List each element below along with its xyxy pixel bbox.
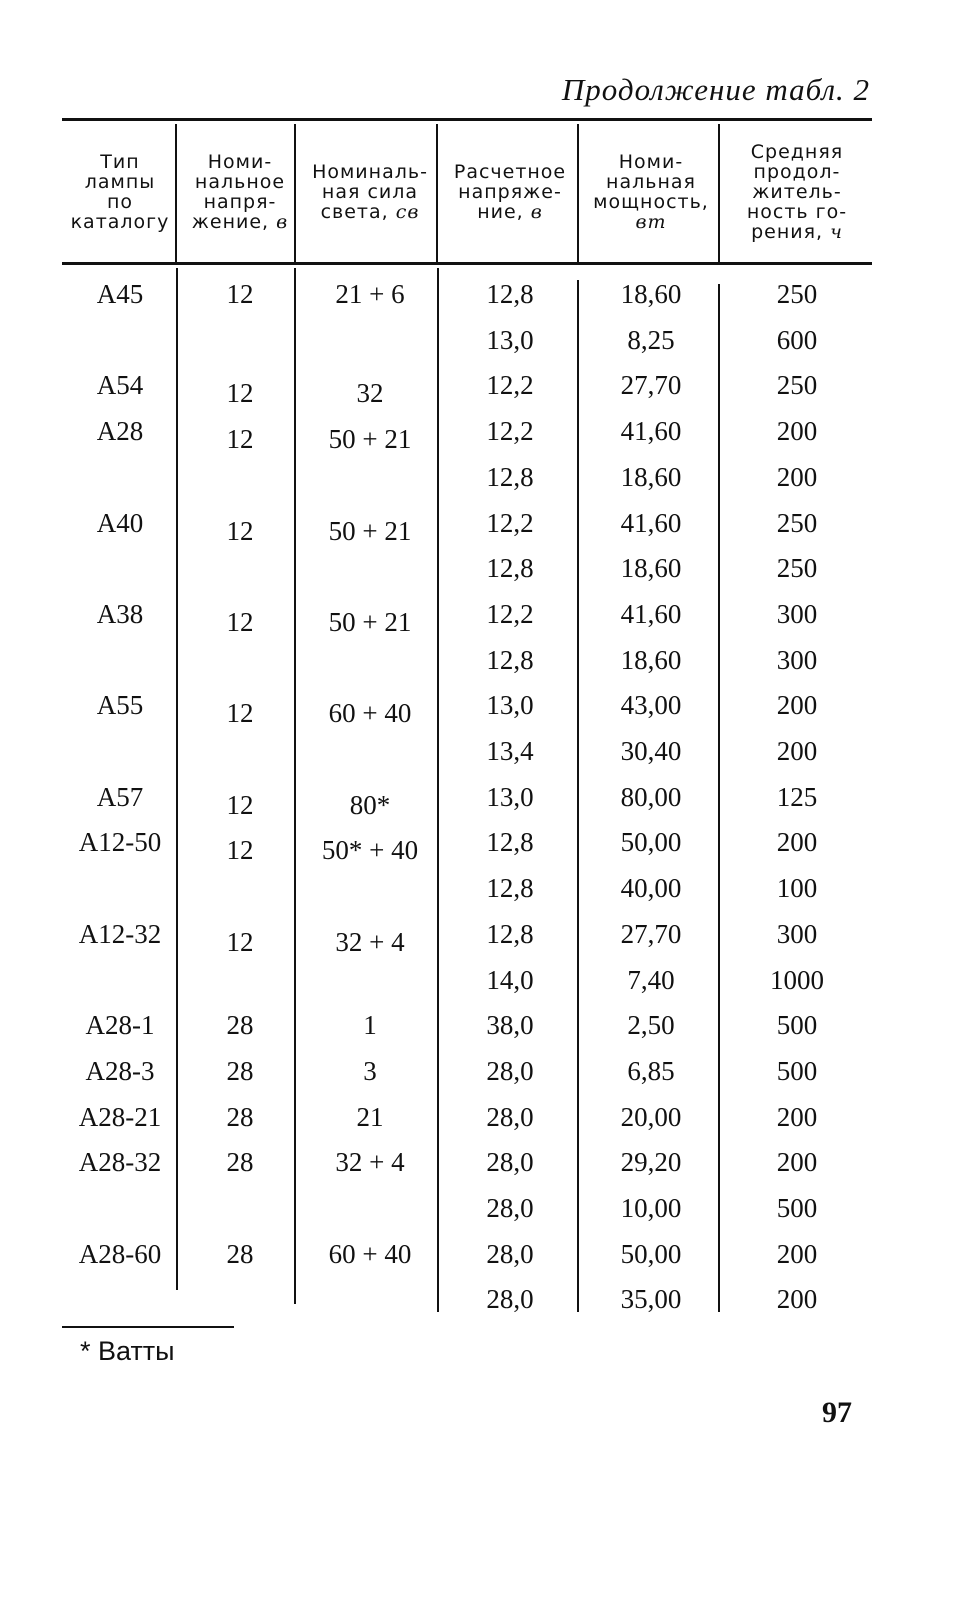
cell-rated-power: 30,40 — [620, 736, 682, 766]
cell-lamp-type: A28 — [96, 416, 144, 447]
cell-luminous-intensity: 60 + 40 — [328, 698, 412, 729]
cell-avg-lifetime: 250 — [776, 507, 818, 538]
cell-rated-voltage: 12 — [226, 515, 254, 546]
cell-avg-lifetime: 300 — [776, 918, 818, 949]
column-divider — [175, 124, 177, 262]
header-line: каталогу — [70, 211, 170, 233]
cell-lamp-type: A28-32 — [78, 1147, 162, 1178]
cell-rated-power: 6,85 — [627, 1055, 675, 1086]
cell-luminous-intensity: 32 + 4 — [335, 1147, 405, 1178]
cell-lamp-type: A55 — [96, 690, 144, 721]
cell-avg-lifetime: 1000 — [770, 964, 824, 995]
header-line: жение, — [191, 211, 270, 233]
header-line: рения, — [751, 221, 824, 243]
cell-avg-lifetime: 200 — [776, 1238, 818, 1269]
header-unit: в — [269, 211, 289, 233]
cell-design-voltage: 12,2 — [486, 370, 534, 401]
cell-rated-voltage: 28 — [226, 1147, 254, 1178]
cell-avg-lifetime: 250 — [776, 553, 818, 584]
cell-rated-voltage: 12 — [226, 835, 254, 866]
column-divider — [294, 124, 296, 262]
header-unit: св — [388, 201, 420, 223]
header-line: напря- — [203, 191, 277, 213]
cell-design-voltage: 13,4 — [486, 736, 534, 766]
cell-avg-lifetime: 200 — [776, 827, 818, 858]
cell-luminous-intensity: 32 — [356, 378, 384, 409]
cell-design-voltage: 38,0 — [486, 1010, 534, 1041]
cell-lamp-type: A28-21 — [78, 1101, 162, 1132]
cell-design-voltage: 12,2 — [486, 598, 534, 629]
cell-design-voltage: 28,0 — [486, 1147, 534, 1178]
header-line: житель- — [752, 181, 842, 203]
header-line: Средняя — [750, 141, 844, 163]
cell-avg-lifetime: 500 — [776, 1010, 818, 1041]
cell-luminous-intensity: 3 — [363, 1055, 377, 1086]
cell-avg-lifetime: 125 — [776, 781, 818, 812]
cell-lamp-type: A28-1 — [85, 1010, 155, 1041]
column-divider — [176, 268, 178, 1290]
cell-rated-power: 41,60 — [620, 416, 682, 447]
cell-lamp-type: A28-3 — [85, 1055, 155, 1086]
cell-rated-voltage: 28 — [226, 1238, 254, 1269]
cell-luminous-intensity: 50* + 40 — [321, 835, 419, 866]
column-divider — [718, 284, 720, 1312]
header-line: света, — [320, 201, 389, 223]
header-lamp-type — [62, 124, 178, 260]
cell-luminous-intensity: 80* — [349, 789, 391, 820]
cell-design-voltage: 28,0 — [486, 1238, 534, 1269]
header-luminous-intensity — [300, 124, 440, 260]
cell-design-voltage: 12,8 — [486, 873, 534, 904]
header-line: Номиналь- — [312, 161, 428, 183]
cell-rated-voltage: 12 — [226, 926, 254, 957]
header-rated-voltage — [180, 124, 300, 260]
cell-rated-voltage: 12 — [226, 698, 254, 729]
cell-design-voltage: 13,0 — [486, 324, 534, 355]
cell-lamp-type: A45 — [96, 279, 144, 309]
cell-design-voltage: 12,8 — [486, 461, 534, 492]
cell-design-voltage: 12,8 — [486, 918, 534, 949]
cell-design-voltage: 13,0 — [486, 690, 534, 721]
cell-avg-lifetime: 200 — [776, 461, 818, 492]
cell-rated-voltage: 28 — [226, 1055, 254, 1086]
footnote-rule — [62, 1326, 234, 1328]
cell-rated-power: 10,00 — [620, 1193, 682, 1223]
table-top-rule — [62, 118, 872, 121]
cell-design-voltage: 28,0 — [486, 1055, 534, 1086]
cell-luminous-intensity: 21 — [356, 1101, 384, 1132]
header-unit: ч — [823, 221, 843, 243]
cell-avg-lifetime: 200 — [776, 1284, 818, 1315]
cell-avg-lifetime: 600 — [776, 324, 818, 355]
cell-design-voltage: 28,0 — [486, 1101, 534, 1132]
cell-rated-voltage: 12 — [226, 378, 254, 409]
header-line: лампы — [84, 171, 156, 193]
cell-luminous-intensity: 50 + 21 — [328, 606, 412, 637]
cell-lamp-type: A12-32 — [78, 918, 162, 949]
cell-rated-power: 18,60 — [620, 553, 682, 584]
header-line: Тип — [100, 151, 140, 173]
cell-rated-voltage: 28 — [226, 1010, 254, 1041]
column-divider — [294, 268, 296, 1304]
header-avg-lifetime — [722, 124, 872, 260]
header-line: ность го- — [746, 201, 848, 223]
cell-rated-voltage: 12 — [226, 789, 254, 820]
cell-rated-voltage: 28 — [226, 1101, 254, 1132]
cell-lamp-type: A12-50 — [78, 827, 162, 858]
cell-avg-lifetime: 250 — [776, 279, 818, 309]
cell-lamp-type: A28-60 — [78, 1238, 162, 1269]
cell-avg-lifetime: 500 — [776, 1055, 818, 1086]
column-divider — [437, 268, 439, 1312]
cell-avg-lifetime: 250 — [776, 370, 818, 401]
cell-rated-power: 7,40 — [627, 964, 675, 995]
cell-rated-power: 18,60 — [620, 279, 682, 309]
cell-rated-power: 50,00 — [620, 827, 682, 858]
cell-avg-lifetime: 300 — [776, 644, 818, 675]
cell-lamp-type: A40 — [96, 507, 144, 538]
cell-avg-lifetime: 300 — [776, 598, 818, 629]
cell-lamp-type: A57 — [96, 781, 144, 812]
column-divider — [436, 124, 438, 262]
column-divider — [577, 124, 579, 262]
cell-luminous-intensity: 21 + 6 — [335, 279, 405, 309]
cell-design-voltage: 12,2 — [486, 507, 534, 538]
cell-avg-lifetime: 200 — [776, 736, 818, 766]
cell-design-voltage: 13,0 — [486, 781, 534, 812]
cell-rated-power: 2,50 — [627, 1010, 675, 1041]
header-line: напряже- — [458, 181, 562, 203]
cell-rated-power: 18,60 — [620, 644, 682, 675]
page-number: 97 — [822, 1396, 852, 1429]
cell-rated-power: 27,70 — [620, 918, 682, 949]
cell-rated-power: 40,00 — [620, 873, 682, 904]
header-line: ная сила — [321, 181, 419, 203]
cell-design-voltage: 12,8 — [486, 279, 534, 309]
header-line: продол- — [753, 161, 841, 183]
cell-design-voltage: 28,0 — [486, 1193, 534, 1223]
column-divider — [718, 124, 720, 262]
cell-avg-lifetime: 200 — [776, 1147, 818, 1178]
cell-luminous-intensity: 1 — [363, 1010, 377, 1041]
header-unit: в — [523, 201, 543, 223]
header-line: нальная — [606, 171, 696, 193]
cell-rated-power: 18,60 — [620, 461, 682, 492]
cell-luminous-intensity: 32 + 4 — [335, 926, 405, 957]
header-line: нальное — [194, 171, 286, 193]
header-rated-power — [580, 124, 722, 260]
cell-design-voltage: 12,8 — [486, 644, 534, 675]
cell-rated-power: 35,00 — [620, 1284, 682, 1315]
header-line: Номи- — [207, 151, 273, 173]
cell-design-voltage: 12,2 — [486, 416, 534, 447]
cell-rated-voltage: 12 — [226, 279, 254, 309]
column-divider — [577, 280, 579, 1312]
cell-rated-power: 80,00 — [620, 781, 682, 812]
cell-lamp-type: A54 — [96, 370, 144, 401]
cell-design-voltage: 12,8 — [486, 827, 534, 858]
cell-avg-lifetime: 500 — [776, 1193, 818, 1223]
cell-rated-power: 43,00 — [620, 690, 682, 721]
cell-rated-power: 8,25 — [627, 324, 675, 355]
cell-avg-lifetime: 200 — [776, 416, 818, 447]
header-line: ние, — [477, 201, 524, 223]
header-unit: вт — [635, 211, 667, 233]
cell-luminous-intensity: 60 + 40 — [328, 1238, 412, 1269]
table-continuation-caption: Продолжение табл. 2 — [561, 72, 870, 107]
cell-rated-voltage: 12 — [226, 424, 254, 455]
cell-rated-power: 41,60 — [620, 598, 682, 629]
cell-design-voltage: 14,0 — [486, 964, 534, 995]
cell-rated-voltage: 12 — [226, 606, 254, 637]
header-line: мощность, — [593, 191, 709, 213]
cell-luminous-intensity: 50 + 21 — [328, 515, 412, 546]
cell-rated-power: 20,00 — [620, 1101, 682, 1132]
cell-avg-lifetime: 100 — [776, 873, 818, 904]
header-line: по — [106, 191, 134, 213]
cell-rated-power: 41,60 — [620, 507, 682, 538]
cell-design-voltage: 12,8 — [486, 553, 534, 584]
cell-luminous-intensity: 50 + 21 — [328, 424, 412, 455]
cell-rated-power: 27,70 — [620, 370, 682, 401]
footnote: * Ватты — [80, 1336, 175, 1366]
cell-design-voltage: 28,0 — [486, 1284, 534, 1315]
cell-rated-power: 50,00 — [620, 1238, 682, 1269]
header-design-voltage — [440, 124, 580, 260]
cell-avg-lifetime: 200 — [776, 690, 818, 721]
table-header-rule — [62, 262, 872, 265]
header-line: Номи- — [618, 151, 684, 173]
header-line: Расчетное — [453, 161, 567, 183]
cell-rated-power: 29,20 — [620, 1147, 682, 1178]
cell-lamp-type: A38 — [96, 598, 144, 629]
cell-avg-lifetime: 200 — [776, 1101, 818, 1132]
